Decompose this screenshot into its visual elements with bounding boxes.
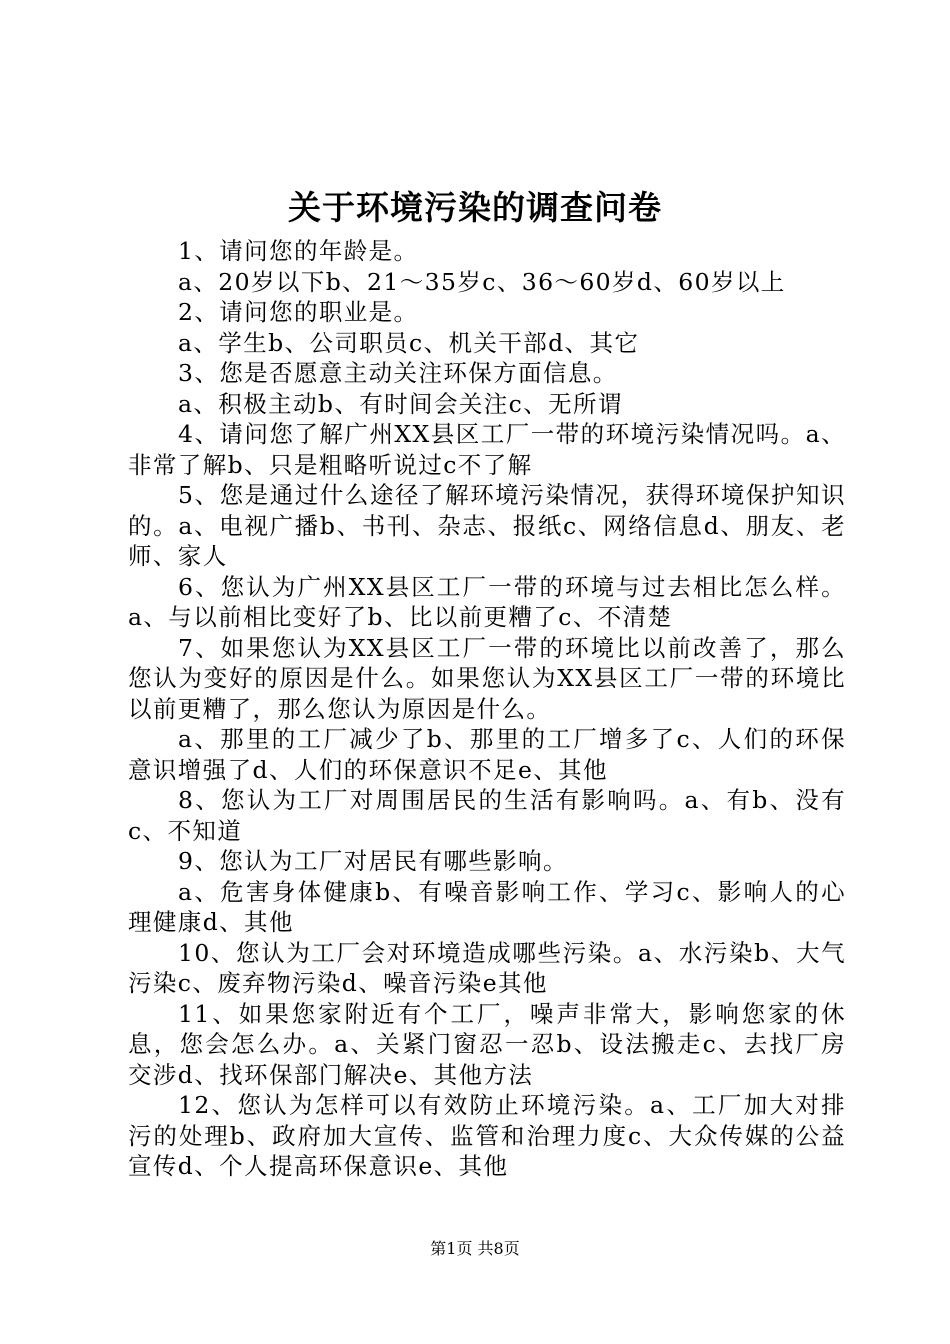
paragraph: 10、您认为工厂会对环境造成哪些污染。a、水污染b、大气污染c、废弃物污染d、噪音污染e其他: [128, 938, 846, 997]
paragraph: a、危害身体健康b、有噪音影响工作、学习c、影响人的心理健康d、其他: [128, 877, 846, 936]
page-title: 关于环境污染的调查问卷: [288, 188, 662, 227]
paragraph: a、学生b、公司职员c、机关干部d、其它: [178, 328, 640, 357]
paragraph: a、20岁以下b、21～35岁c、36～60岁d、60岁以上: [178, 267, 786, 296]
paragraph: 8、您认为工厂对周围居民的生活有影响吗。a、有b、没有c、不知道: [128, 786, 846, 845]
paragraph: 4、请问您了解广州XX县区工厂一带的环境污染情况吗。a、非常了解b、只是粗略听说过c不了解: [128, 420, 846, 479]
paragraph: 5、您是通过什么途径了解环境污染情况，获得环境保护知识的。a、电视广播b、书刊、杂志、报纸c、网络信息d、朋友、老师、家人: [128, 481, 846, 570]
document-body: [128, 236, 846, 1182]
paragraph: a、那里的工厂减少了b、那里的工厂增多了c、人们的环保意识增强了d、人们的环保意识不足e、其他: [128, 725, 846, 784]
page-footer: 第1页 共8页: [430, 1239, 520, 1258]
paragraph: 6、您认为广州XX县区工厂一带的环境与过去相比怎么样。a、与以前相比变好了b、比以前更糟了c、不清楚: [128, 572, 846, 631]
paragraph: 12、您认为怎样可以有效防止环境污染。a、工厂加大对排污的处理b、政府加大宣传、监管和治理力度c、大众传媒的公益宣传d、个人提高环保意识e、其他: [128, 1091, 846, 1180]
paragraph: 1、请问您的年龄是。: [178, 237, 419, 265]
paragraph: a、积极主动b、有时间会关注c、无所谓: [178, 389, 623, 418]
paragraph: 3、您是否愿意主动关注环保方面信息。: [178, 359, 618, 387]
paragraph: 9、您认为工厂对居民有哪些影响。: [178, 847, 568, 875]
paragraph: 11、如果您家附近有个工厂，噪声非常大，影响您家的休息，您会怎么办。a、关紧门窗忍一忍b、设法搬走c、去找厂房交涉d、找环保部门解决e、其他方法: [128, 999, 846, 1089]
paragraph: 2、请问您的职业是。: [178, 298, 419, 326]
paragraph: 7、如果您认为XX县区工厂一带的环境比以前改善了，那么您认为变好的原因是什么。如果您认为XX县区工厂一带的环境比以前更糟了，那么您认为原因是什么。: [128, 633, 846, 723]
